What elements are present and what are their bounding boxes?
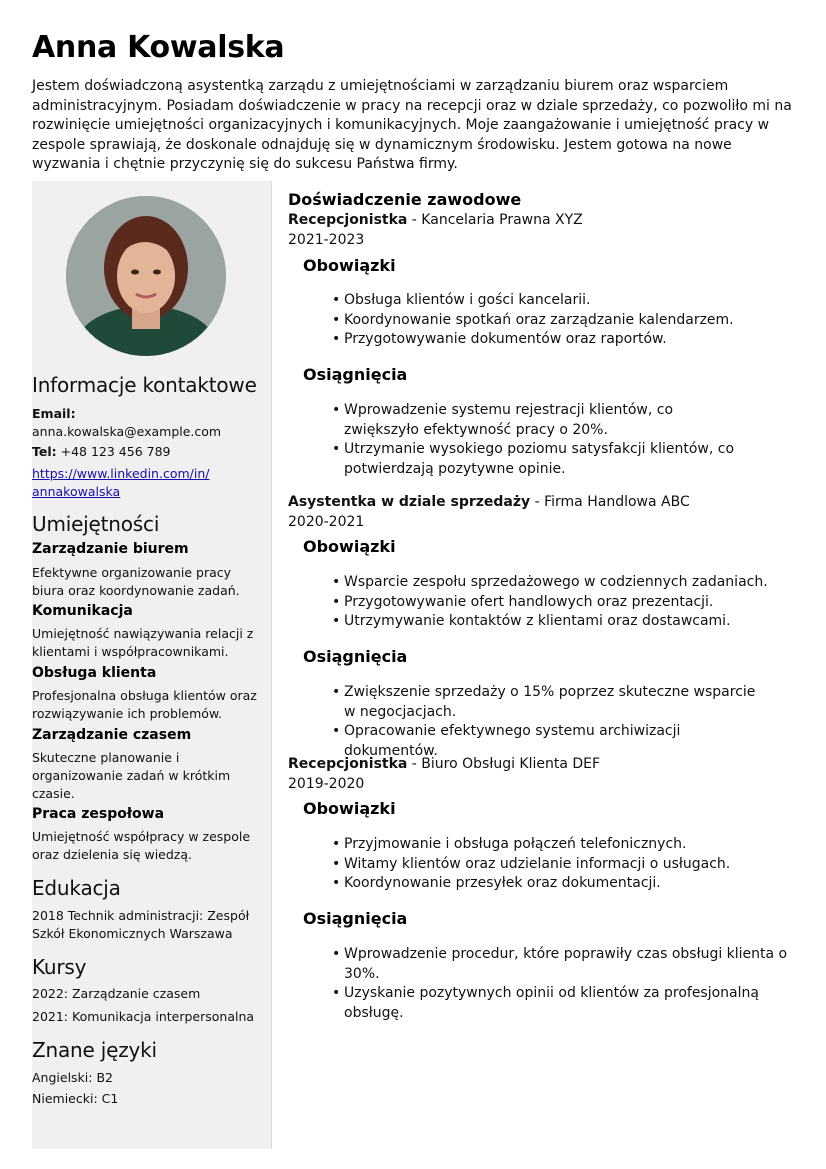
job-title-line	[288, 494, 690, 510]
skill-desc: Umiejętność nawiązywania relacji z klientami i współpracownikami.	[32, 626, 254, 659]
skill-title: Zarządzanie biurem	[32, 541, 189, 557]
list-item: • Przygotowywanie dokumentów oraz raportów.	[332, 330, 792, 350]
language-item: Angielski: B2	[32, 1070, 113, 1085]
list-item: • Koordynowanie spotkań oraz zarządzanie kalendarzem.	[332, 311, 792, 331]
linkedin-link[interactable]	[32, 465, 268, 501]
job-position: Recepcjonistka	[288, 212, 408, 228]
skill-desc: Umiejętność współpracy w zespole oraz dzielenia się wiedzą.	[32, 829, 251, 862]
list-item: • Opracowanie efektywnego systemu archiwizacji dokumentów.	[332, 722, 762, 761]
list-item: • Przyjmowanie i obsługa połączeń telefonicznych.	[332, 835, 792, 855]
job-position: Asystentka w dziale sprzedaży	[288, 494, 531, 510]
email-value: anna.kowalska@example.com	[32, 424, 222, 439]
contact-heading: Informacje kontaktowe	[32, 373, 257, 397]
list-item: • Wsparcie zespołu sprzedażowego w codziennych zadaniach.	[332, 573, 792, 593]
achievements-heading: Osiągnięcia	[303, 365, 408, 384]
phone-row	[32, 443, 268, 461]
list-item: • Wprowadzenie systemu rejestracji klientów, co zwiększyło efektywność pracy o 20%.	[332, 401, 752, 440]
list-item: • Uzyskanie pozytywnych opinii od klientów za profesjonalną obsługę.	[332, 984, 792, 1023]
job-title-line	[288, 756, 600, 772]
list-item: • Wprowadzenie procedur, które poprawiły czas obsługi klienta o 30%.	[332, 945, 792, 984]
list-item: • Koordynowanie przesyłek oraz dokumentacji.	[332, 874, 792, 894]
list-item: • Utrzymywanie kontaktów z klientami oraz dostawcami.	[332, 612, 792, 632]
list-item: • Zwiększenie sprzedaży o 15% poprzez skuteczne wsparcie w negocjacjach.	[332, 683, 762, 722]
duties-heading: Obowiązki	[303, 799, 396, 818]
duties-heading: Obowiązki	[303, 256, 396, 275]
list-item: • Witamy klientów oraz udzielanie informacji o usługach.	[332, 855, 792, 875]
profile-summary: Jestem doświadczoną asystentką zarządu z umiejętnościami w zarządzaniu biurem oraz wsparciem administracyjnym. Posiadam doświadczenie w pracy na recepcji oraz w dziale sprzedaży, co pozwoliło mi na rozwinięcie umiejętności organizacyjnych i komunikacyjnych. Moje zaangażowanie i umiejętność pracy w zespole sprawiają, że doskonale odnajduję się w dynamicznym środowisku. Jestem gotowa na nowe wyzwania i chętnie przyczynię się do sukcesu Państwa firmy.	[32, 78, 792, 172]
job-years: 2019-2020	[288, 776, 365, 792]
language-item: Niemiecki: C1	[32, 1091, 119, 1106]
email-label: Email:	[32, 406, 76, 421]
phone-value: +48 123 456 789	[60, 444, 171, 459]
job-company: - Firma Handlowa ABC	[530, 494, 690, 510]
list-item: • Obsługa klientów i gości kancelarii.	[332, 291, 792, 311]
duties-heading: Obowiązki	[303, 537, 396, 556]
achievements-heading: Osiągnięcia	[303, 909, 408, 928]
skill-title: Zarządzanie czasem	[32, 727, 192, 743]
candidate-name: Anna Kowalska	[32, 30, 285, 65]
job-company: - Kancelaria Prawna XYZ	[407, 212, 583, 228]
achievements-heading: Osiągnięcia	[303, 647, 408, 666]
duties-list	[332, 835, 792, 894]
education-heading: Edukacja	[32, 876, 121, 900]
duties-list	[332, 573, 792, 632]
list-item: • Przygotowywanie ofert handlowych oraz prezentacji.	[332, 593, 792, 613]
course-item: 2022: Zarządzanie czasem	[32, 986, 201, 1001]
profile-photo	[66, 196, 226, 356]
achievements-list	[332, 401, 752, 479]
achievements-list	[332, 945, 792, 1023]
job-years: 2020-2021	[288, 514, 365, 530]
experience-heading: Doświadczenie zawodowe	[288, 190, 522, 209]
achievements-list	[332, 683, 762, 761]
sidebar	[32, 181, 272, 1149]
education-entry: 2018 Technik administracji: Zespół Szkół Ekonomicznych Warszawa	[32, 908, 250, 941]
skill-desc: Efektywne organizowanie pracy biura oraz koordynowanie zadań.	[32, 565, 240, 598]
course-item: 2021: Komunikacja interpersonalna	[32, 1009, 255, 1024]
duties-list	[332, 291, 792, 350]
courses-heading: Kursy	[32, 955, 87, 979]
job-position: Recepcjonistka	[288, 756, 408, 772]
portrait-image	[66, 196, 226, 356]
skill-title: Obsługa klienta	[32, 665, 157, 681]
job-company: - Biuro Obsługi Klienta DEF	[407, 756, 601, 772]
job-years: 2021-2023	[288, 232, 365, 248]
languages-heading: Znane języki	[32, 1038, 157, 1062]
list-item: • Utrzymanie wysokiego poziomu satysfakcji klientów, co potwierdzają pozytywne opinie.	[332, 440, 752, 479]
phone-label: Tel:	[32, 444, 57, 459]
linkedin-link-line2[interactable]: annakowalska	[32, 484, 121, 499]
skill-desc: Profesjonalna obsługa klientów oraz rozwiązywanie ich problemów.	[32, 688, 257, 721]
job-title-line	[288, 212, 583, 228]
experience-section	[288, 186, 798, 1086]
skill-desc: Skuteczne planowanie i organizowanie zadań w krótkim czasie.	[32, 750, 231, 801]
skills-heading: Umiejętności	[32, 512, 160, 536]
skill-title: Komunikacja	[32, 603, 133, 619]
linkedin-link-line1[interactable]: https://www.linkedin.com/in/	[32, 466, 210, 481]
skill-title: Praca zespołowa	[32, 806, 165, 822]
